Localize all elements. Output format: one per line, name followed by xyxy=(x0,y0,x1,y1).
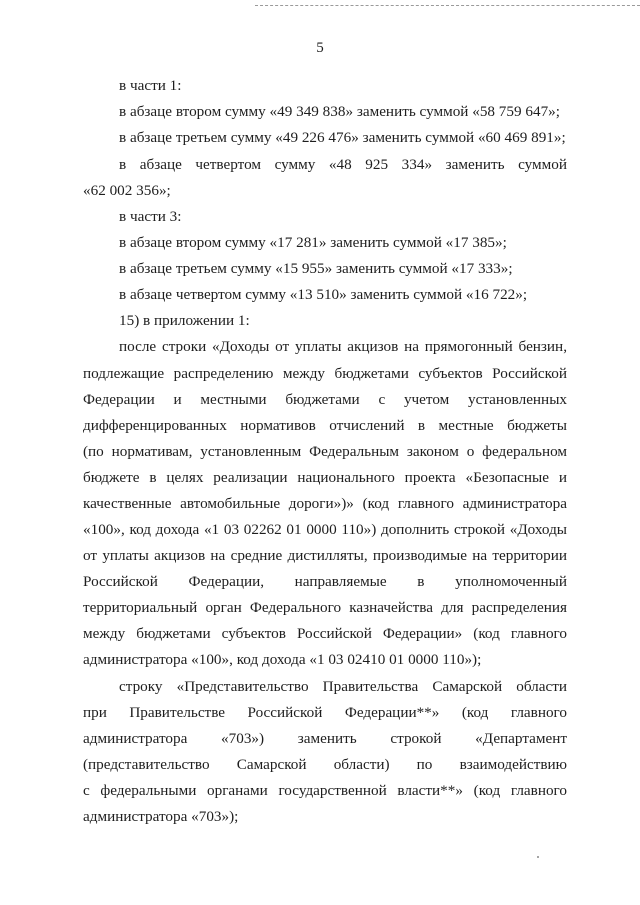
text-line: Российской Федерации, направляемые в уполномоченный xyxy=(83,573,567,590)
scan-speck xyxy=(537,856,539,858)
text-line: территориальный орган Федерального казначейства для распределения xyxy=(83,599,567,616)
text-line: «62 002 356»; xyxy=(83,182,171,199)
text-line: в абзаце втором сумму «17 281» заменить суммой «17 385»; xyxy=(119,234,507,251)
text-line: между бюджетами субъектов Российской Федерации» (код главного xyxy=(83,625,567,642)
text-line: в части 3: xyxy=(119,208,182,225)
text-line: качественные автомобильные дороги»)» (код главного администратора xyxy=(83,495,567,512)
text-line: при Правительстве Российской Федерации**» (код главного xyxy=(83,704,567,721)
text-line: дифференцированных нормативов отчислений в местные бюджеты xyxy=(83,417,567,434)
text-line: в абзаце третьем сумму «49 226 476» заменить суммой «60 469 891»; xyxy=(119,129,566,146)
text-line: в абзаце третьем сумму «15 955» заменить суммой «17 333»; xyxy=(119,260,513,277)
text-line: от уплаты акцизов на средние дистилляты, производимые на территории xyxy=(83,547,567,564)
text-line: (представительство Самарской области) по взаимодействию xyxy=(83,756,567,773)
text-line: Федерации и местными бюджетами с учетом установленных xyxy=(83,391,567,408)
text-line: администратора «703») заменить строкой «Департамент xyxy=(83,730,567,747)
text-line: в части 1: xyxy=(119,77,182,94)
page-number: 5 xyxy=(316,40,324,56)
text-line: администратора «100», код дохода «1 03 02410 01 0000 110»); xyxy=(83,651,482,668)
text-line: «100», код дохода «1 03 02262 01 0000 110») дополнить строкой «Доходы xyxy=(83,521,567,538)
text-line: 15) в приложении 1: xyxy=(119,312,250,329)
text-line: после строки «Доходы от уплаты акцизов на прямогонный бензин, xyxy=(119,338,567,355)
text-line: (по нормативам, установленным Федеральным законом о федеральном xyxy=(83,443,567,460)
text-line: в абзаце втором сумму «49 349 838» заменить суммой «58 759 647»; xyxy=(119,103,560,120)
text-line: в абзаце четвертом сумму «13 510» заменить суммой «16 722»; xyxy=(119,286,528,303)
text-line: строку «Представительство Правительства Самарской области xyxy=(119,678,567,695)
text-line: бюджете в целях реализации национального проекта «Безопасные и xyxy=(83,469,567,486)
text-line: с федеральными органами государственной власти**» (код главного xyxy=(83,782,567,799)
text-line: администратора «703»); xyxy=(83,808,239,825)
text-line: в абзаце четвертом сумму «48 925 334» заменить суммой xyxy=(119,156,567,173)
text-line: подлежащие распределению между бюджетами субъектов Российской xyxy=(83,365,567,382)
scan-top-edge xyxy=(255,5,640,6)
